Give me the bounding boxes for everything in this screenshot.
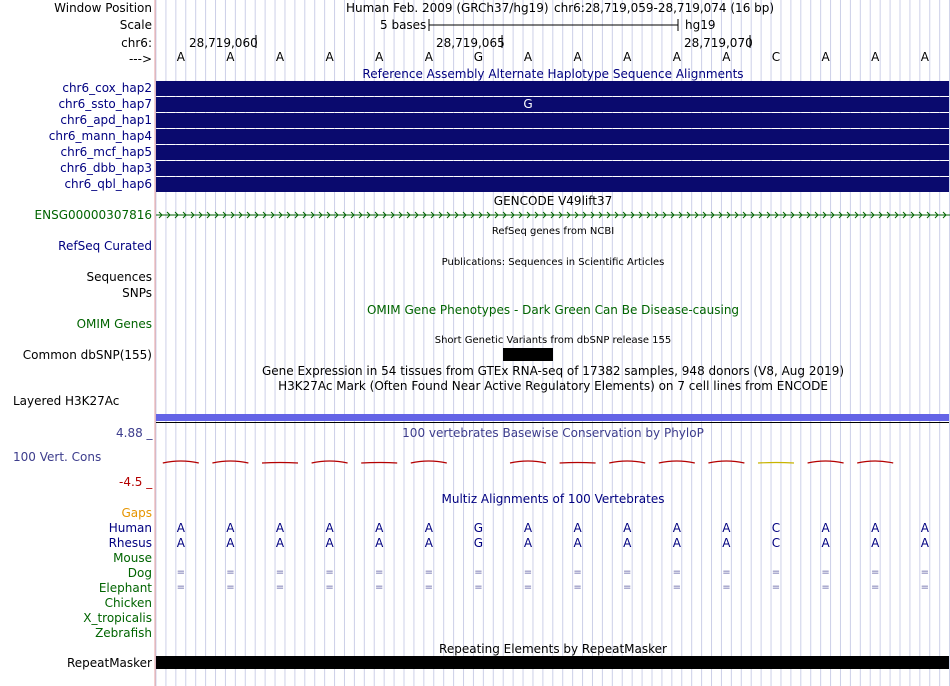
alignment-base: A (375, 521, 384, 535)
multiz-title[interactable]: Multiz Alignments of 100 Vertebrates (441, 492, 665, 506)
alignment-base: = (672, 567, 681, 578)
species-label[interactable]: Elephant (98, 581, 152, 595)
phylop-label[interactable]: 100 Vert. Cons (13, 450, 102, 464)
alignment-base: A (226, 521, 235, 535)
coord-tick-label: 28,719,070 (684, 36, 753, 50)
alignment-base: = (275, 582, 285, 593)
reference-base: A (375, 50, 384, 64)
alignment-base: A (672, 521, 681, 535)
alignment-base: A (176, 536, 185, 550)
alignment-base: = (226, 567, 235, 578)
reference-base: A (821, 50, 830, 64)
hap-row-bar[interactable] (156, 129, 949, 144)
hap-row-bar[interactable] (156, 97, 949, 112)
repeatmasker-bar[interactable] (156, 656, 949, 669)
reference-base: A (573, 50, 582, 64)
repeatmasker-label[interactable]: RepeatMasker (66, 656, 152, 670)
pubs-label[interactable]: Sequences (86, 270, 152, 284)
species-label[interactable]: X_tropicalis (83, 611, 152, 625)
reference-base: C (771, 50, 781, 64)
phylop-peak (560, 463, 596, 464)
alignment-base: A (871, 521, 880, 535)
hap-row-bar[interactable] (156, 113, 949, 128)
reference-base: A (226, 50, 235, 64)
alignment-base: A (523, 536, 533, 550)
refseq-title[interactable]: RefSeq genes from NCBI (491, 226, 615, 237)
phylop-peak (758, 463, 794, 464)
hap-row-label[interactable]: chr6_qbl_hap6 (64, 177, 152, 191)
reference-base: A (722, 50, 731, 64)
reference-base: G (473, 50, 484, 64)
alignment-base: = (622, 567, 632, 578)
alignment-base: = (176, 582, 185, 593)
alignment-base: = (325, 567, 334, 578)
alignment-base: A (226, 536, 235, 550)
reference-base: A (523, 50, 533, 64)
alignment-base: = (821, 567, 830, 578)
alignment-base: = (870, 567, 880, 578)
coord-tick-label: 28,719,065 (436, 36, 505, 50)
hap-row-bar[interactable] (156, 177, 949, 192)
alignment-base: = (374, 582, 384, 593)
phylop-peak (708, 461, 744, 463)
scale-bar (428, 17, 680, 33)
scale-text: 5 bases (380, 18, 427, 32)
h3k27-baseline (156, 422, 949, 423)
alignment-base: A (325, 536, 334, 550)
gencode-gene-feature[interactable] (156, 208, 950, 222)
hap-row-bar[interactable] (156, 145, 949, 160)
gtex-title[interactable]: Gene Expression in 54 tissues from GTEx RNA-seq of 17382 samples, 948 donors (V8, Aug 2019) (261, 364, 845, 378)
scale-label: Scale (119, 18, 152, 32)
chrom-label: chr6: (121, 36, 152, 50)
alignment-base: = (771, 567, 781, 578)
hap-row-label[interactable]: chr6_cox_hap2 (62, 81, 152, 95)
alignment-base: A (623, 536, 632, 550)
reference-base: A (424, 50, 433, 64)
hap-row-label[interactable]: chr6_mcf_hap5 (60, 145, 152, 159)
alignment-base: A (821, 536, 830, 550)
dbsnp-variant-box[interactable] (503, 348, 553, 361)
phylop-signal[interactable] (156, 455, 950, 471)
phylop-peak (411, 461, 447, 463)
phylop-peak (312, 461, 348, 463)
alignment-base: A (722, 521, 731, 535)
hap-row-label[interactable]: chr6_apd_hap1 (60, 113, 152, 127)
species-label[interactable]: Rhesus (108, 536, 152, 550)
alignment-base: A (920, 521, 929, 535)
h3k27-label[interactable]: Layered H3K27Ac (13, 394, 120, 408)
reference-base: A (275, 50, 285, 64)
alignment-base: = (573, 582, 582, 593)
reference-base: A (176, 50, 185, 64)
omim-label[interactable]: OMIM Genes (76, 317, 152, 331)
phylop-peak (808, 461, 844, 463)
reference-base: A (920, 50, 929, 64)
scale-db: hg19 (685, 18, 716, 32)
alignment-base: G (473, 521, 484, 535)
position-label[interactable]: chr6:28,719,059-28,719,074 (16 bp) (554, 1, 775, 15)
reference-base: A (623, 50, 632, 64)
dbsnp-title[interactable]: Short Genetic Variants from dbSNP release 155 (434, 335, 672, 346)
phylop-title[interactable]: 100 vertebrates Basewise Conservation by PhyloP (402, 426, 704, 440)
alignment-base: = (374, 567, 384, 578)
omim-title[interactable]: OMIM Gene Phenotypes - Dark Green Can Be Disease-causing (366, 303, 740, 317)
alignment-base: A (523, 521, 533, 535)
phylop-peak (659, 461, 695, 463)
species-label[interactable]: Zebrafish (95, 626, 152, 640)
alignment-base: = (622, 582, 632, 593)
alignment-base: A (176, 521, 185, 535)
hap-row-label[interactable]: chr6_dbb_hap3 (60, 161, 152, 175)
reference-base: A (325, 50, 334, 64)
alignment-base: = (920, 567, 929, 578)
alignment-base: = (722, 582, 731, 593)
repeatmasker-title[interactable]: Repeating Elements by RepeatMasker (439, 642, 667, 656)
alignment-base: A (275, 536, 285, 550)
alignment-base: = (523, 567, 533, 578)
gencode-gene-label[interactable]: ENSG00000307816 (34, 208, 152, 222)
alignment-base: A (722, 536, 731, 550)
alignment-base: C (771, 536, 781, 550)
alignment-base: C (771, 521, 781, 535)
alignment-base: = (176, 567, 185, 578)
alignment-base: = (275, 567, 285, 578)
species-label[interactable]: Human (108, 521, 152, 535)
phylop-peak (163, 461, 199, 463)
alignment-base: A (672, 536, 681, 550)
phylop-peak (510, 461, 546, 463)
hap-diff-base: G (523, 97, 533, 111)
h3k27-title[interactable]: H3K27Ac Mark (Often Found Near Active Regulatory Elements) on 7 cell lines from ENCODE (278, 379, 828, 393)
alignment-base: = (573, 567, 582, 578)
species-label[interactable]: Mouse (113, 551, 152, 565)
coord-tick-marks (0, 34, 950, 50)
alignment-base: = (722, 567, 731, 578)
hap-row-label[interactable]: chr6_mann_hap4 (48, 129, 152, 143)
alignment-base: A (920, 536, 929, 550)
alignment-base: A (871, 536, 880, 550)
species-label[interactable]: Chicken (104, 596, 152, 610)
alignment-base: A (275, 521, 285, 535)
phylop-peak (609, 461, 645, 463)
hap-row-bar[interactable] (156, 161, 949, 176)
pubs-title[interactable]: Publications: Sequences in Scientific Articles (441, 257, 665, 268)
alignment-base: A (424, 521, 433, 535)
coord-tick-label: 28,719,060 (189, 36, 258, 50)
gencode-title[interactable]: GENCODE V49lift37 (493, 194, 613, 208)
snps-label[interactable]: SNPs (122, 286, 152, 300)
alignment-base: = (424, 582, 433, 593)
alignment-base: A (424, 536, 433, 550)
hap-track-title[interactable]: Reference Assembly Alternate Haplotype Sequence Alignments (362, 67, 744, 81)
alignment-base: A (573, 536, 582, 550)
alignment-base: = (821, 582, 830, 593)
alignment-base: A (821, 521, 830, 535)
alignment-base: A (623, 521, 632, 535)
h3k27-signal-bar[interactable] (156, 414, 949, 421)
alignment-base: G (473, 536, 484, 550)
hap-row-bar[interactable] (156, 81, 949, 96)
alignment-base: = (226, 582, 235, 593)
window-position-label: Window Position (54, 1, 152, 15)
strand-label: ---> (128, 52, 152, 66)
reference-base: A (871, 50, 880, 64)
alignment-base: A (375, 536, 384, 550)
hap-row-label[interactable]: chr6_ssto_hap7 (58, 97, 152, 111)
alignment-base: = (920, 582, 929, 593)
phylop-peak (212, 461, 248, 463)
alignment-base: = (771, 582, 781, 593)
alignment-base: A (325, 521, 334, 535)
alignment-base: = (672, 582, 681, 593)
phylop-peak (857, 461, 893, 463)
reference-base: A (672, 50, 681, 64)
alignment-base: = (870, 582, 880, 593)
alignment-base: = (424, 567, 433, 578)
alignment-base: = (474, 567, 483, 578)
refseq-label[interactable]: RefSeq Curated (58, 239, 152, 253)
alignment-base: A (573, 521, 582, 535)
phylop-peak (361, 463, 397, 464)
phylop-min-label: -4.5 _ (119, 475, 153, 489)
phylop-max-label: 4.88 _ (116, 426, 153, 440)
phylop-peak (262, 463, 298, 464)
dbsnp-label[interactable]: Common dbSNP(155) (22, 348, 152, 362)
gaps-label[interactable]: Gaps (121, 506, 152, 520)
assembly-label[interactable]: Human Feb. 2009 (GRCh37/hg19) (346, 1, 549, 15)
alignment-base: = (325, 582, 334, 593)
alignment-base: = (474, 582, 483, 593)
species-label[interactable]: Dog (127, 566, 152, 580)
alignment-base: = (523, 582, 533, 593)
